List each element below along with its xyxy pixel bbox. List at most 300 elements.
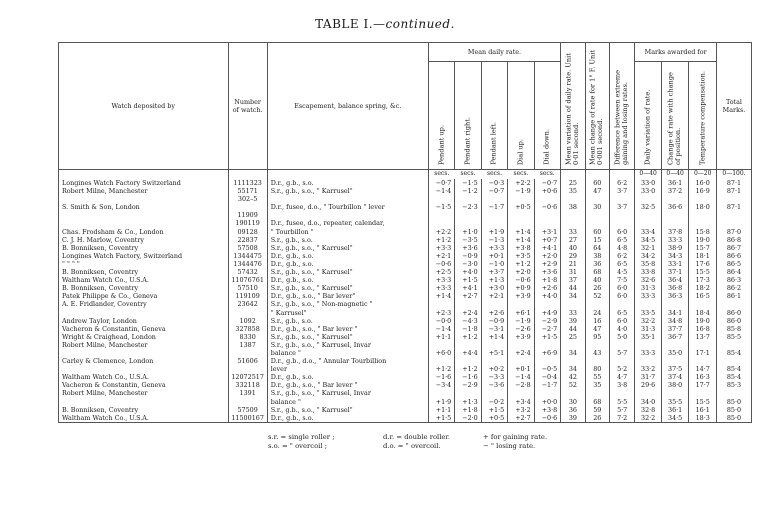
table-row — [59, 219, 752, 227]
cell-pendant-up: +1·2 — [428, 236, 454, 244]
cell-total-marks: 87·0 — [716, 228, 751, 236]
cell-dial-down: +2·0 — [534, 252, 561, 260]
table-row — [59, 398, 752, 406]
cell-watch-depositor: B. Bonniksen, Coventry — [59, 284, 229, 292]
table-row — [59, 268, 752, 276]
unit-secs-3: secs. — [487, 170, 502, 177]
cell-pendant-right: +3·6 — [455, 244, 481, 252]
cell-marks-variation: 35·8 — [635, 260, 661, 268]
cell-watch-number: 302–5 — [228, 195, 267, 203]
cell-escapement: S.r., g.b., s.o. — [267, 317, 428, 325]
cell-escapement: D.r., g.b., s.o., " Bar lever " — [267, 325, 428, 333]
data-table — [58, 42, 752, 423]
cell-mean-variation: 34 — [561, 349, 585, 357]
cell-difference: 3·7 — [609, 187, 634, 195]
table-row — [59, 252, 752, 260]
cell-pendant-up: −0·6 — [428, 260, 454, 268]
cell-difference: 6·5 — [609, 236, 634, 244]
cell-escapement: S.r., g.b., s.o., " Karrusel" — [267, 284, 428, 292]
cell-mean-change: 30 — [585, 203, 609, 211]
cell-pendant-left: +1·3 — [481, 276, 507, 284]
cell-marks-temperature: 19·0 — [689, 317, 717, 325]
cell-pendant-right: −1·5 — [455, 179, 481, 187]
cell-pendant-right: −1·8 — [455, 325, 481, 333]
table-row — [59, 292, 752, 300]
cell-marks-temperature: 18·0 — [689, 203, 717, 211]
cell-marks-variation: 34·2 — [635, 252, 661, 260]
cell-watch-number: 57509 — [228, 406, 267, 414]
cell-pendant-right — [455, 219, 481, 227]
cell-mean-variation: 33 — [561, 309, 585, 317]
cell-watch-depositor: B. Bonniksen, Coventry — [59, 406, 229, 414]
cell-dial-up — [508, 211, 534, 219]
cell-watch-depositor: B. Bonniksen, Coventry — [59, 268, 229, 276]
cell-pendant-up: −3·4 — [428, 381, 454, 389]
cell-mean-variation: 39 — [561, 317, 585, 325]
cell-mean-change: 24 — [585, 309, 609, 317]
cell-mean-change: 38 — [585, 252, 609, 260]
cell-watch-depositor: A. E. Fridlander, Coventry — [59, 300, 229, 308]
table-row — [59, 381, 752, 389]
cell-dial-down: +3·6 — [534, 268, 561, 276]
cell-watch-number: 1344476 — [228, 260, 267, 268]
cell-dial-up: −2·6 — [508, 325, 534, 333]
cell-difference — [609, 195, 634, 203]
cell-marks-temperature — [689, 211, 717, 219]
cell-mean-change — [585, 357, 609, 365]
cell-marks-temperature: 14·7 — [689, 365, 717, 373]
cell-pendant-up: −0·0 — [428, 317, 454, 325]
cell-marks-variation: 29·6 — [635, 381, 661, 389]
cell-pendant-up — [428, 389, 454, 397]
cell-mean-variation: 25 — [561, 179, 585, 187]
cell-difference — [609, 211, 634, 219]
cell-watch-depositor: Vacheron & Constantin, Geneva — [59, 325, 229, 333]
cell-mean-variation: 21 — [561, 260, 585, 268]
table-row — [59, 373, 752, 381]
cell-watch-number — [228, 349, 267, 357]
cell-watch-number: 09128 — [228, 228, 267, 236]
cell-pendant-right: +1·2 — [455, 333, 481, 341]
cell-pendant-right: −3·5 — [455, 236, 481, 244]
cell-pendant-left: +3·0 — [481, 284, 507, 292]
cell-total-marks: 85·5 — [716, 333, 751, 341]
cell-pendant-left: −0·3 — [481, 179, 507, 187]
cell-total-marks — [716, 389, 751, 397]
cell-mean-change: 16 — [585, 317, 609, 325]
cell-marks-position: 37·1 — [661, 268, 689, 276]
cell-pendant-up: +1·4 — [428, 292, 454, 300]
cell-pendant-up: −1·5 — [428, 203, 454, 211]
cell-escapement: D.r., g.b., s.o. — [267, 260, 428, 268]
cell-pendant-right: −1·2 — [455, 187, 481, 195]
unit-range-1: 0—40 — [635, 170, 661, 180]
cell-escapement: S.r., g.b., s.o., " Karrusel" — [267, 244, 428, 252]
cell-marks-variation — [635, 300, 661, 308]
cell-dial-down: +4·0 — [534, 292, 561, 300]
cell-escapement: S.r., g.b., s.o., " Karrusel" — [267, 406, 428, 414]
cell-watch-depositor: Longines Watch Factory, Switzerland — [59, 252, 229, 260]
cell-dial-down: +3·8 — [534, 406, 561, 414]
cell-marks-temperature: 16·9 — [689, 187, 717, 195]
cell-mean-variation: 27 — [561, 236, 585, 244]
cell-pendant-up: +1·9 — [428, 398, 454, 406]
cell-total-marks: 85·0 — [716, 406, 751, 414]
cell-mean-variation — [561, 219, 585, 227]
cell-mean-variation: 44 — [561, 325, 585, 333]
cell-total-marks: 85·8 — [716, 325, 751, 333]
cell-dial-down — [534, 219, 561, 227]
cell-dial-down: −0·6 — [534, 203, 561, 211]
cell-difference: 6·2 — [609, 179, 634, 187]
cell-dial-down — [534, 195, 561, 203]
cell-dial-up: +1·4 — [508, 236, 534, 244]
cell-pendant-up: −1·6 — [428, 373, 454, 381]
cell-mean-change: 55 — [585, 373, 609, 381]
cell-marks-temperature — [689, 357, 717, 365]
cell-escapement: S.r., g.b., s.o., " Karrusel" — [267, 333, 428, 341]
cell-mean-change: 26 — [585, 284, 609, 292]
header-marks-position: Change of rate with change of position. — [661, 62, 689, 170]
cell-marks-temperature: 16·1 — [689, 406, 717, 414]
cell-dial-down: +0·6 — [534, 187, 561, 195]
cell-mean-change: 59 — [585, 406, 609, 414]
cell-pendant-right — [455, 357, 481, 365]
cell-difference: 3·8 — [609, 381, 634, 389]
cell-dial-up: −1·4 — [508, 373, 534, 381]
cell-escapement: S.r., g.b., s.o., " Karrusel" — [267, 187, 428, 195]
cell-pendant-left: −1·7 — [481, 203, 507, 211]
cell-dial-up: +2·4 — [508, 349, 534, 357]
cell-dial-down: +2·6 — [534, 284, 561, 292]
cell-marks-temperature: 19·0 — [689, 236, 717, 244]
cell-mean-change — [585, 341, 609, 349]
cell-mean-change — [585, 300, 609, 308]
table-row — [59, 276, 752, 284]
cell-marks-position: 35·5 — [661, 398, 689, 406]
cell-total-marks: 86·0 — [716, 317, 751, 325]
cell-mean-change: 35 — [585, 381, 609, 389]
table-row — [59, 179, 752, 187]
cell-mean-variation: 36 — [561, 406, 585, 414]
cell-watch-depositor: Patek Philippe & Co., Geneva — [59, 292, 229, 300]
cell-marks-position: 35·0 — [661, 349, 689, 357]
cell-dial-up: +2·2 — [508, 179, 534, 187]
cell-mean-change: 36 — [585, 260, 609, 268]
cell-escapement — [267, 195, 428, 203]
cell-mean-variation: 40 — [561, 244, 585, 252]
cell-marks-position: 34·3 — [661, 252, 689, 260]
cell-difference: 7·2 — [609, 414, 634, 423]
cell-marks-temperature: 17·6 — [689, 260, 717, 268]
cell-pendant-right: −0·9 — [455, 252, 481, 260]
cell-watch-number: 1344475 — [228, 252, 267, 260]
cell-difference: 6·5 — [609, 260, 634, 268]
cell-watch-depositor: Waltham Watch Co., U.S.A. — [59, 373, 229, 381]
cell-watch-depositor: Longines Watch Factory Switzerland — [59, 179, 229, 187]
cell-marks-variation — [635, 389, 661, 397]
cell-difference: 4·8 — [609, 244, 634, 252]
cell-pendant-right: +2·4 — [455, 309, 481, 317]
cell-marks-variation: 31·7 — [635, 373, 661, 381]
table-row — [59, 406, 752, 414]
cell-pendant-left: −0·9 — [481, 317, 507, 325]
cell-pendant-right: −3·0 — [455, 260, 481, 268]
cell-marks-temperature — [689, 300, 717, 308]
title-continued: —continued. — [373, 17, 455, 31]
header-watch: Watch deposited by — [59, 43, 229, 170]
cell-pendant-up: +2·5 — [428, 268, 454, 276]
cell-watch-depositor: Vacheron & Constantin, Geneva — [59, 381, 229, 389]
cell-marks-position — [661, 219, 689, 227]
cell-marks-position: 37·7 — [661, 325, 689, 333]
cell-marks-position: 38·9 — [661, 244, 689, 252]
unit-secs-2: secs. — [460, 170, 476, 177]
cell-pendant-up: +1·1 — [428, 406, 454, 414]
cell-watch-depositor: Robert Milne, Manchester — [59, 341, 229, 349]
table-row — [59, 349, 752, 357]
cell-difference: 6·0 — [609, 292, 634, 300]
cell-pendant-up: +1·1 — [428, 333, 454, 341]
cell-pendant-up — [428, 211, 454, 219]
table-row — [59, 389, 752, 397]
cell-dial-up: −2·8 — [508, 381, 534, 389]
cell-mean-variation: 25 — [561, 333, 585, 341]
cell-pendant-left — [481, 211, 507, 219]
cell-pendant-right: +4·0 — [455, 268, 481, 276]
cell-marks-temperature: 18·3 — [689, 414, 717, 423]
cell-pendant-right: −2·0 — [455, 414, 481, 423]
cell-dial-down — [534, 357, 561, 365]
cell-marks-position — [661, 300, 689, 308]
cell-pendant-left: +2·6 — [481, 309, 507, 317]
cell-mean-change: 26 — [585, 414, 609, 423]
cell-marks-position: 36·4 — [661, 276, 689, 284]
cell-pendant-up: +2·1 — [428, 252, 454, 260]
cell-difference — [609, 341, 634, 349]
cell-pendant-right — [455, 300, 481, 308]
cell-mean-variation — [561, 389, 585, 397]
cell-marks-variation — [635, 341, 661, 349]
unit-secs-4: secs. — [513, 170, 529, 177]
cell-pendant-left: −3·6 — [481, 381, 507, 389]
cell-mean-change: 15 — [585, 236, 609, 244]
cell-pendant-left: −0·7 — [481, 187, 507, 195]
cell-mean-change: 60 — [585, 179, 609, 187]
cell-watch-number: 1111323 — [228, 179, 267, 187]
header-pendant-left: Pendant left. — [481, 62, 507, 170]
cell-pendant-right: +4·1 — [455, 284, 481, 292]
table-row — [59, 187, 752, 195]
cell-difference — [609, 389, 634, 397]
cell-marks-position: 33·3 — [661, 236, 689, 244]
cell-pendant-up — [428, 300, 454, 308]
cell-watch-number: 1092 — [228, 317, 267, 325]
cell-marks-temperature: 15·5 — [689, 268, 717, 276]
cell-marks-temperature: 18·1 — [689, 252, 717, 260]
cell-marks-temperature: 17·1 — [689, 349, 717, 357]
cell-marks-position: 34·8 — [661, 317, 689, 325]
cell-escapement: balance " — [267, 349, 428, 357]
cell-escapement: S.r., g.b., s.o., " Karrusel" — [267, 268, 428, 276]
cell-escapement: D.r., g.b., s.o. — [267, 179, 428, 187]
header-pendant-right: Pendant right. — [455, 62, 481, 170]
cell-pendant-up: +1·5 — [428, 414, 454, 423]
table-row — [59, 211, 752, 219]
table-row — [59, 333, 752, 341]
cell-mean-variation: 33 — [561, 228, 585, 236]
cell-marks-variation: 33·0 — [635, 187, 661, 195]
cell-marks-temperature — [689, 389, 717, 397]
cell-marks-variation — [635, 357, 661, 365]
table-row — [59, 228, 752, 236]
cell-difference: 5·5 — [609, 398, 634, 406]
cell-escapement: balance " — [267, 398, 428, 406]
cell-marks-variation — [635, 211, 661, 219]
cell-watch-number: 119109 — [228, 292, 267, 300]
cell-escapement: S.r., g.b., s.o., " Karrusel, Invar — [267, 389, 428, 397]
cell-watch-depositor: " " " " — [59, 260, 229, 268]
cell-marks-temperature: 18·4 — [689, 309, 717, 317]
cell-dial-up — [508, 357, 534, 365]
cell-mean-variation: 34 — [561, 365, 585, 373]
cell-pendant-left — [481, 219, 507, 227]
cell-mean-variation: 34 — [561, 292, 585, 300]
cell-dial-down: +1·8 — [534, 276, 561, 284]
cell-escapement: " Karrusel" — [267, 309, 428, 317]
cell-mean-change: 80 — [585, 365, 609, 373]
cell-escapement: S.r., g.b., s.o., " Karrusel, Invar — [267, 341, 428, 349]
cell-marks-temperature: 17·7 — [689, 381, 717, 389]
cell-watch-depositor — [59, 398, 229, 406]
cell-difference — [609, 357, 634, 365]
table-row — [59, 365, 752, 373]
header-marks-temperature: Temperature compensation. — [689, 62, 717, 170]
cell-dial-down: +6·9 — [534, 349, 561, 357]
cell-difference: 6·0 — [609, 317, 634, 325]
cell-pendant-up: −0·7 — [428, 179, 454, 187]
cell-mean-change: 95 — [585, 333, 609, 341]
cell-dial-up: +3·5 — [508, 252, 534, 260]
cell-dial-up — [508, 195, 534, 203]
cell-escapement: D.r., g.b., s.o. — [267, 414, 428, 423]
cell-marks-position: 36·7 — [661, 333, 689, 341]
cell-marks-temperature: 16·0 — [689, 179, 717, 187]
cell-mean-variation — [561, 300, 585, 308]
cell-difference: 6·5 — [609, 309, 634, 317]
cell-watch-number: 12072517 — [228, 373, 267, 381]
unit-range-2: 0—40 — [661, 170, 689, 180]
cell-watch-depositor — [59, 309, 229, 317]
cell-marks-position: 34·5 — [661, 414, 689, 423]
cell-marks-variation: 34·0 — [635, 398, 661, 406]
cell-marks-temperature — [689, 341, 717, 349]
cell-marks-temperature: 16·8 — [689, 325, 717, 333]
cell-watch-number: 1387 — [228, 341, 267, 349]
cell-pendant-left: −3·1 — [481, 325, 507, 333]
cell-watch-depositor: Robert Milne, Manchester — [59, 187, 229, 195]
cell-total-marks: 86·1 — [716, 292, 751, 300]
cell-watch-number: 190119 — [228, 219, 267, 227]
cell-mean-variation: 44 — [561, 284, 585, 292]
cell-difference: 7·5 — [609, 276, 634, 284]
cell-difference: 5·7 — [609, 406, 634, 414]
cell-watch-number: 1391 — [228, 389, 267, 397]
cell-watch-number — [228, 365, 267, 373]
cell-mean-variation — [561, 195, 585, 203]
units-row — [59, 170, 752, 180]
cell-difference: 4·7 — [609, 373, 634, 381]
cell-mean-change: 68 — [585, 398, 609, 406]
cell-pendant-up: +2·2 — [428, 228, 454, 236]
cell-difference — [609, 219, 634, 227]
cell-dial-up: +3·9 — [508, 292, 534, 300]
cell-dial-up: +3·4 — [508, 398, 534, 406]
cell-pendant-left — [481, 389, 507, 397]
cell-marks-variation: 32·2 — [635, 414, 661, 423]
cell-watch-depositor: S. Smith & Son, London — [59, 203, 229, 211]
cell-total-marks — [716, 341, 751, 349]
cell-marks-position — [661, 357, 689, 365]
cell-marks-variation: 33·0 — [635, 179, 661, 187]
cell-watch-number: 11076761 — [228, 276, 267, 284]
cell-pendant-up: +3·3 — [428, 276, 454, 284]
cell-total-marks: 86·8 — [716, 236, 751, 244]
cell-pendant-right: +1·0 — [455, 228, 481, 236]
cell-watch-depositor: C. J. H. Marlow, Coventry — [59, 236, 229, 244]
cell-escapement: D.r., g.b., s.o. — [267, 373, 428, 381]
cell-dial-down — [534, 389, 561, 397]
cell-dial-down: −0·5 — [534, 365, 561, 373]
cell-mean-change: 43 — [585, 349, 609, 357]
cell-marks-position: 37·5 — [661, 365, 689, 373]
cell-dial-down: +2·9 — [534, 260, 561, 268]
cell-total-marks: 87·1 — [716, 187, 751, 195]
cell-dial-down: −0·4 — [534, 373, 561, 381]
cell-pendant-right: −1·6 — [455, 373, 481, 381]
cell-watch-depositor — [59, 195, 229, 203]
cell-marks-position: 36·1 — [661, 406, 689, 414]
legend — [268, 433, 547, 450]
cell-marks-variation: 32·5 — [635, 203, 661, 211]
cell-difference: 6·0 — [609, 228, 634, 236]
header-marks-variation: Daily variation of rate. — [635, 62, 661, 170]
cell-dial-down — [534, 211, 561, 219]
cell-watch-number: 23642 — [228, 300, 267, 308]
cell-pendant-right: −2·3 — [455, 203, 481, 211]
cell-marks-variation — [635, 195, 661, 203]
header-dial-up: Dial up. — [508, 62, 534, 170]
cell-total-marks: 85·3 — [716, 381, 751, 389]
table-row — [59, 244, 752, 252]
cell-escapement: D.r., g.b., s.o., " Bar lever" — [267, 292, 428, 300]
header-pendant-up: Pendant up. — [428, 62, 454, 170]
cell-dial-down: −0·7 — [534, 179, 561, 187]
cell-pendant-up — [428, 357, 454, 365]
unit-secs-1: secs. — [434, 170, 450, 177]
cell-marks-variation: 33·3 — [635, 349, 661, 357]
cell-pendant-up: +1·2 — [428, 365, 454, 373]
cell-mean-change: 60 — [585, 228, 609, 236]
cell-pendant-left: +3·7 — [481, 268, 507, 276]
cell-pendant-up: +3·3 — [428, 244, 454, 252]
cell-total-marks: 86·5 — [716, 260, 751, 268]
cell-pendant-right: +1·3 — [455, 398, 481, 406]
cell-difference: 6·2 — [609, 252, 634, 260]
cell-watch-number — [228, 398, 267, 406]
cell-marks-variation: 32·6 — [635, 276, 661, 284]
table-row — [59, 236, 752, 244]
